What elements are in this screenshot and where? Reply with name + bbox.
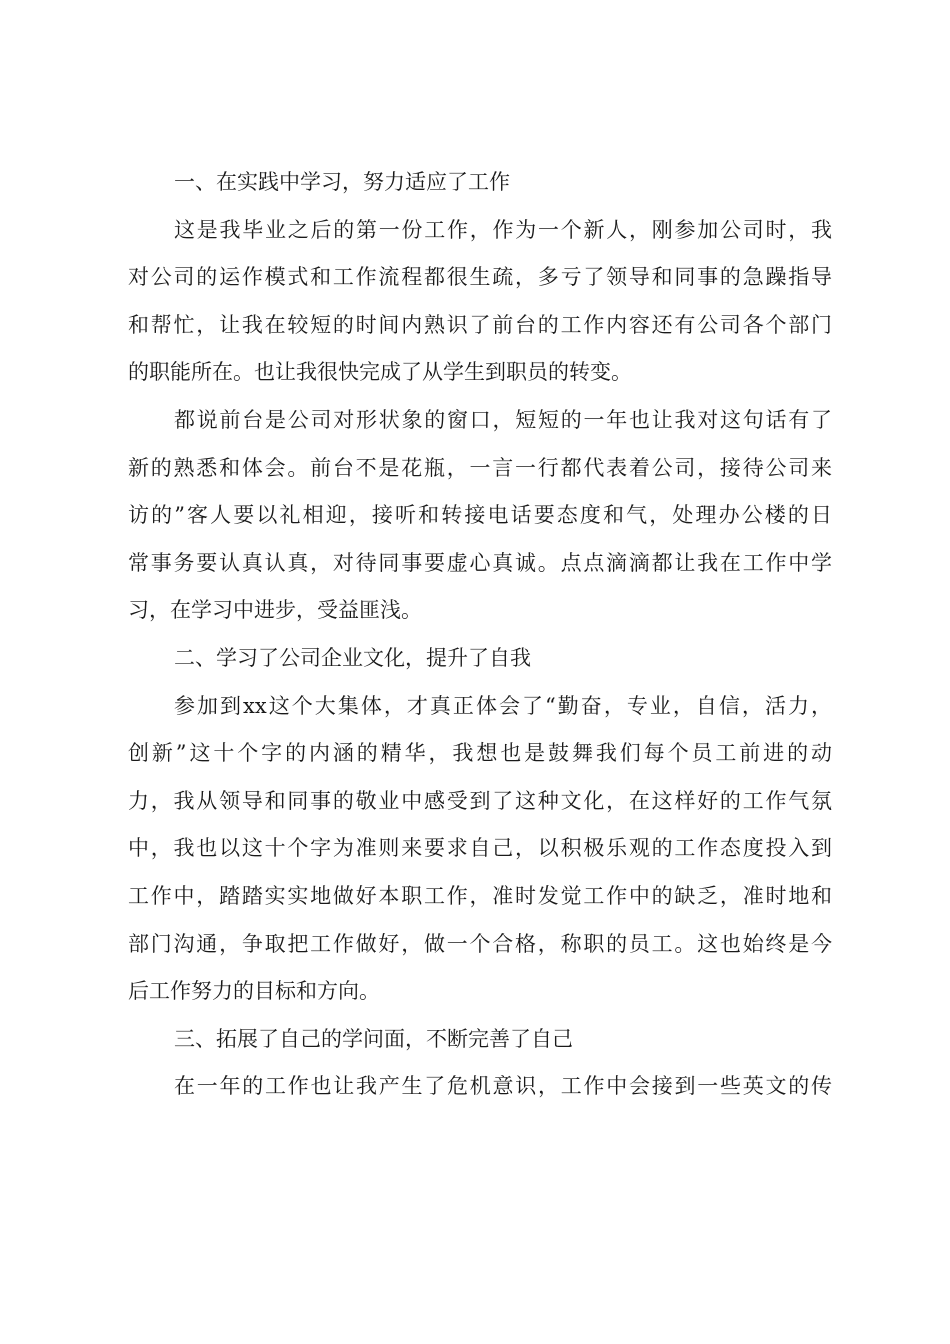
paragraph-line: 习，在学习中进步，受益匪浅。 — [128, 598, 422, 623]
paragraph-line: 访的”客人要以礼相迎，接听和转接电话要态度和气，处理办公楼的日 — [128, 503, 832, 528]
paragraph-line: 对公司的运作模式和工作流程都很生疏，多亏了领导和同事的急躁指导 — [128, 265, 832, 290]
paragraph-line: 和帮忙，让我在较短的时间内熟识了前台的工作内容还有公司各个部门 — [128, 312, 832, 337]
paragraph-line: 都说前台是公司对形状象的窗口，短短的一年也让我对这句话有了 — [174, 407, 832, 432]
paragraph-line: 创新”这十个字的内涵的精华，我想也是鼓舞我们每个员工前进的动 — [128, 741, 832, 766]
paragraph-line: 力，我从领导和同事的敬业中感受到了这种文化，在这样好的工作气氛 — [128, 788, 832, 813]
section-heading-2: 二、学习了公司企业文化，提升了自我 — [174, 645, 531, 670]
section-heading-3: 三、拓展了自己的学问面，不断完善了自己 — [174, 1026, 573, 1051]
paragraph-line: 参加到xx这个大集体，才真正体会了“勤奋，专业，自信，活力， — [174, 693, 832, 718]
section-heading-1: 一、在实践中学习，努力适应了工作 — [174, 170, 510, 194]
paragraph-line: 中，我也以这十个字为准则来要求自己，以积极乐观的工作态度投入到 — [128, 836, 832, 861]
paragraph-line: 的职能所在。也让我很快完成了从学生到职员的转变。 — [128, 360, 632, 385]
document-body — [128, 159, 832, 1111]
paragraph-line: 工作中，踏踏实实地做好本职工作，准时发觉工作中的缺乏，准时地和 — [128, 883, 832, 908]
paragraph-line: 这是我毕业之后的第一份工作，作为一个新人，刚参加公司时，我 — [174, 217, 832, 242]
paragraph-line: 后工作努力的目标和方向。 — [128, 979, 380, 1004]
paragraph-line: 新的熟悉和体会。前台不是花瓶，一言一行都代表着公司，接待公司来 — [128, 455, 832, 480]
paragraph-line: 常事务要认真认真，对待同事要虚心真诚。点点滴滴都让我在工作中学 — [128, 550, 832, 575]
paragraph-line: 在一年的工作也让我产生了危机意识，工作中会接到一些英文的传 — [174, 1074, 832, 1099]
paragraph-line: 部门沟通，争取把工作做好，做一个合格，称职的员工。这也始终是今 — [128, 931, 832, 956]
